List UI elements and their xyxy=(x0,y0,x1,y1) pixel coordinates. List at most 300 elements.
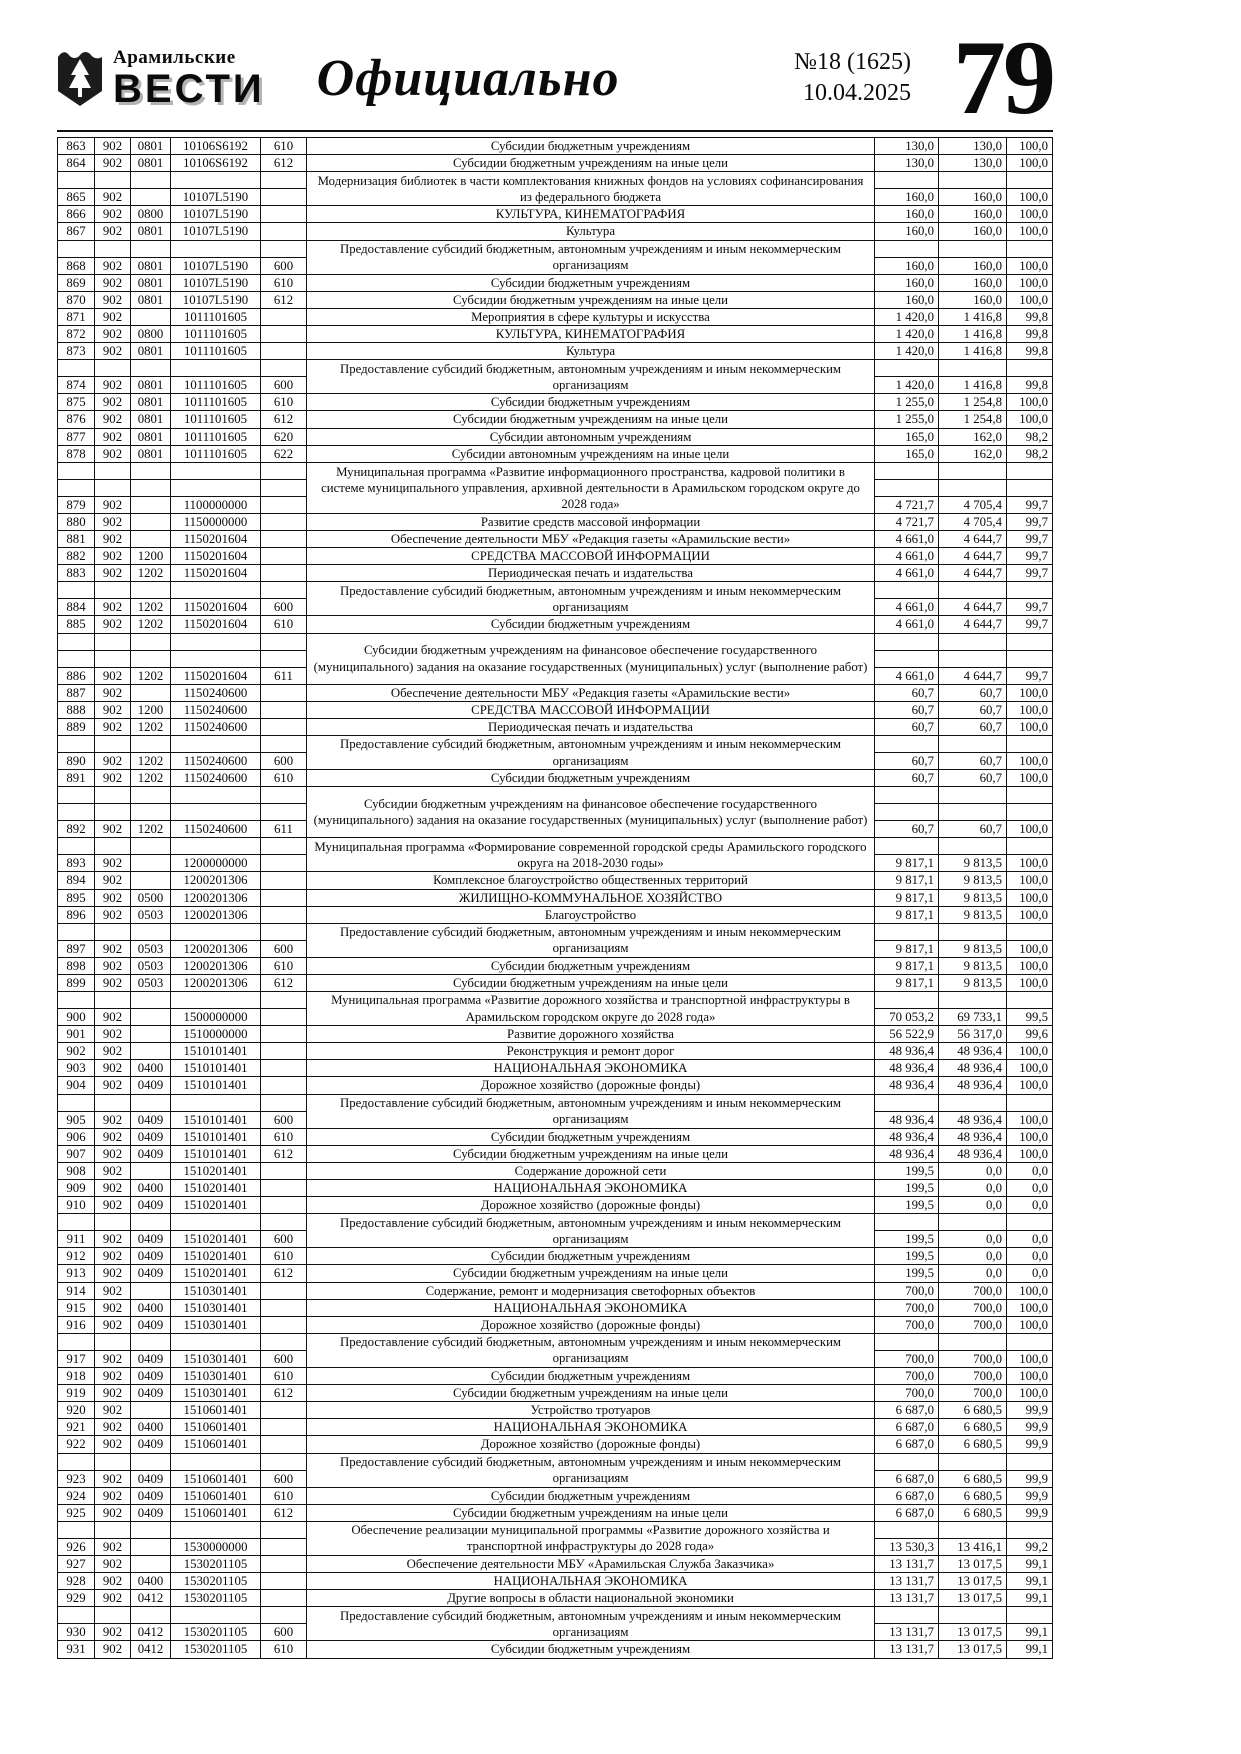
expense-name-cell: Периодическая печать и издательства xyxy=(307,565,875,582)
table-row xyxy=(58,565,1053,582)
row-number-cell: 897 xyxy=(58,940,95,957)
grbs-code-cell: 902 xyxy=(95,1641,131,1658)
table-row xyxy=(58,684,1053,701)
executed-amount-cell: 48 936,4 xyxy=(939,1111,1007,1128)
grbs-code-cell: 902 xyxy=(95,1504,131,1521)
planned-amount-cell: 60,7 xyxy=(875,718,939,735)
section-code-cell: 0800 xyxy=(131,206,171,223)
expense-name-cell: Обеспечение деятельности МБУ «Арамильская Служба Заказчика» xyxy=(307,1556,875,1573)
expense-name-cell: ЖИЛИЩНО-КОММУНАЛЬНОЕ ХОЗЯЙСТВО xyxy=(307,889,875,906)
row-number-cell: 881 xyxy=(58,530,95,547)
target-article-cell: 1510101401 xyxy=(171,1043,261,1060)
planned-amount-cell xyxy=(875,172,939,189)
table-row xyxy=(58,1128,1053,1145)
expense-name-cell: Развитие средств массовой информации xyxy=(307,513,875,530)
section-code-cell: 0409 xyxy=(131,1128,171,1145)
table-row xyxy=(58,1265,1053,1282)
target-article-cell: 1530201105 xyxy=(171,1624,261,1641)
row-number-cell xyxy=(58,1521,95,1538)
section-code-cell xyxy=(131,1043,171,1060)
expense-type-cell xyxy=(261,582,307,599)
row-number-cell: 890 xyxy=(58,752,95,769)
row-number-cell: 931 xyxy=(58,1641,95,1658)
issue-date: 10.04.2025 xyxy=(803,80,911,106)
table-row xyxy=(58,462,1053,479)
grbs-code-cell: 902 xyxy=(95,770,131,787)
target-article-cell: 1510101401 xyxy=(171,1128,261,1145)
planned-amount-cell: 9 817,1 xyxy=(875,974,939,991)
table-row xyxy=(58,872,1053,889)
section-code-cell xyxy=(131,855,171,872)
executed-amount-cell: 162,0 xyxy=(939,445,1007,462)
planned-amount-cell xyxy=(875,650,939,667)
target-article-cell: 1510601401 xyxy=(171,1436,261,1453)
executed-amount-cell: 1 416,8 xyxy=(939,343,1007,360)
executed-amount-cell: 160,0 xyxy=(939,189,1007,206)
table-row xyxy=(58,223,1053,240)
grbs-code-cell: 902 xyxy=(95,1145,131,1162)
execution-percent-cell: 100,0 xyxy=(1007,1060,1053,1077)
executed-amount-cell: 160,0 xyxy=(939,223,1007,240)
table-row xyxy=(58,582,1053,599)
section-code-cell xyxy=(131,735,171,752)
planned-amount-cell: 1 255,0 xyxy=(875,411,939,428)
expense-type-cell: 610 xyxy=(261,394,307,411)
table-row xyxy=(58,889,1053,906)
executed-amount-cell xyxy=(939,838,1007,855)
grbs-code-cell: 902 xyxy=(95,513,131,530)
table-row xyxy=(58,1641,1053,1658)
expense-type-cell: 600 xyxy=(261,752,307,769)
section-code-cell xyxy=(131,189,171,206)
execution-percent-cell: 99,9 xyxy=(1007,1436,1053,1453)
planned-amount-cell xyxy=(875,992,939,1009)
expense-name-cell: Субсидии бюджетным учреждениям на иные цели xyxy=(307,291,875,308)
target-article-cell: 1150201604 xyxy=(171,616,261,633)
planned-amount-cell: 1 255,0 xyxy=(875,394,939,411)
section-code-cell: 0412 xyxy=(131,1590,171,1607)
grbs-code-cell: 902 xyxy=(95,1316,131,1333)
grbs-code-cell: 902 xyxy=(95,1624,131,1641)
planned-amount-cell: 13 131,7 xyxy=(875,1641,939,1658)
planned-amount-cell xyxy=(875,1094,939,1111)
execution-percent-cell: 100,0 xyxy=(1007,1128,1053,1145)
executed-amount-cell: 0,0 xyxy=(939,1265,1007,1282)
grbs-code-cell: 902 xyxy=(95,1590,131,1607)
target-article-cell: 1200201306 xyxy=(171,906,261,923)
planned-amount-cell xyxy=(875,462,939,479)
row-number-cell: 894 xyxy=(58,872,95,889)
section-code-cell: 0400 xyxy=(131,1299,171,1316)
target-article-cell: 1510101401 xyxy=(171,1111,261,1128)
grbs-code-cell: 902 xyxy=(95,1350,131,1367)
table-row xyxy=(58,1504,1053,1521)
planned-amount-cell: 48 936,4 xyxy=(875,1128,939,1145)
expense-type-cell: 622 xyxy=(261,445,307,462)
table-row xyxy=(58,206,1053,223)
row-number-cell: 929 xyxy=(58,1590,95,1607)
target-article-cell xyxy=(171,804,261,821)
expense-name-cell: Модернизация библиотек в части комплектования книжных фондов на условиях софинансирования из федерального бюджета xyxy=(307,172,875,206)
section-code-cell: 1202 xyxy=(131,821,171,838)
target-article-cell: 1150240600 xyxy=(171,701,261,718)
target-article-cell: 1510201401 xyxy=(171,1180,261,1197)
expense-type-cell xyxy=(261,872,307,889)
execution-percent-cell xyxy=(1007,735,1053,752)
planned-amount-cell: 700,0 xyxy=(875,1299,939,1316)
planned-amount-cell: 48 936,4 xyxy=(875,1145,939,1162)
grbs-code-cell xyxy=(95,1333,131,1350)
target-article-cell xyxy=(171,1094,261,1111)
expense-name-cell: Субсидии бюджетным учреждениям на иные цели xyxy=(307,411,875,428)
target-article-cell: 10106S6192 xyxy=(171,155,261,172)
row-number-cell: 920 xyxy=(58,1402,95,1419)
execution-percent-cell: 100,0 xyxy=(1007,770,1053,787)
planned-amount-cell: 70 053,2 xyxy=(875,1009,939,1026)
expense-name-cell: Субсидии бюджетным учреждениям xyxy=(307,1368,875,1385)
expense-type-cell: 610 xyxy=(261,1641,307,1658)
grbs-code-cell: 902 xyxy=(95,530,131,547)
section-code-cell: 0801 xyxy=(131,155,171,172)
grbs-code-cell: 902 xyxy=(95,308,131,325)
row-number-cell: 878 xyxy=(58,445,95,462)
execution-percent-cell: 99,7 xyxy=(1007,496,1053,513)
expense-type-cell: 612 xyxy=(261,291,307,308)
target-article-cell: 1200201306 xyxy=(171,940,261,957)
table-row xyxy=(58,155,1053,172)
expense-type-cell xyxy=(261,855,307,872)
table-row xyxy=(58,1316,1053,1333)
expense-type-cell xyxy=(261,684,307,701)
expense-type-cell xyxy=(261,633,307,650)
expense-type-cell xyxy=(261,172,307,189)
section-code-cell: 0400 xyxy=(131,1060,171,1077)
planned-amount-cell: 4 661,0 xyxy=(875,599,939,616)
grbs-code-cell: 902 xyxy=(95,1402,131,1419)
grbs-code-cell: 902 xyxy=(95,1299,131,1316)
target-article-cell: 1510601401 xyxy=(171,1402,261,1419)
grbs-code-cell: 902 xyxy=(95,155,131,172)
grbs-code-cell xyxy=(95,633,131,650)
executed-amount-cell: 6 680,5 xyxy=(939,1419,1007,1436)
executed-amount-cell: 1 416,8 xyxy=(939,325,1007,342)
grbs-code-cell xyxy=(95,838,131,855)
execution-percent-cell: 100,0 xyxy=(1007,701,1053,718)
grbs-code-cell xyxy=(95,992,131,1009)
section-code-cell xyxy=(131,804,171,821)
executed-amount-cell xyxy=(939,1094,1007,1111)
executed-amount-cell: 1 254,8 xyxy=(939,394,1007,411)
expense-type-cell xyxy=(261,787,307,804)
planned-amount-cell: 199,5 xyxy=(875,1265,939,1282)
target-article-cell: 1150240600 xyxy=(171,752,261,769)
expense-type-cell: 610 xyxy=(261,957,307,974)
expense-type-cell xyxy=(261,565,307,582)
execution-percent-cell: 99,8 xyxy=(1007,308,1053,325)
section-code-cell: 0400 xyxy=(131,1180,171,1197)
target-article-cell: 1510000000 xyxy=(171,1026,261,1043)
table-row xyxy=(58,394,1053,411)
expense-name-cell: Субсидии бюджетным учреждениям xyxy=(307,274,875,291)
grbs-code-cell xyxy=(95,1214,131,1231)
execution-percent-cell xyxy=(1007,1453,1053,1470)
expense-name-cell: Предоставление субсидий бюджетным, автономным учреждениям и иным некоммерческим организациям xyxy=(307,1333,875,1367)
executed-amount-cell: 0,0 xyxy=(939,1197,1007,1214)
planned-amount-cell: 48 936,4 xyxy=(875,1077,939,1094)
planned-amount-cell: 9 817,1 xyxy=(875,940,939,957)
target-article-cell: 10107L5190 xyxy=(171,274,261,291)
expense-type-cell xyxy=(261,1538,307,1555)
execution-percent-cell: 99,1 xyxy=(1007,1590,1053,1607)
planned-amount-cell: 160,0 xyxy=(875,274,939,291)
row-number-cell: 905 xyxy=(58,1111,95,1128)
grbs-code-cell xyxy=(95,479,131,496)
section-code-cell: 0801 xyxy=(131,291,171,308)
expense-type-cell xyxy=(261,701,307,718)
planned-amount-cell: 4 721,7 xyxy=(875,496,939,513)
row-number-cell: 880 xyxy=(58,513,95,530)
table-row xyxy=(58,1214,1053,1231)
section-code-cell: 1202 xyxy=(131,616,171,633)
table-row xyxy=(58,1385,1053,1402)
execution-percent-cell: 100,0 xyxy=(1007,257,1053,274)
target-article-cell xyxy=(171,633,261,650)
execution-percent-cell: 99,7 xyxy=(1007,667,1053,684)
expense-type-cell: 610 xyxy=(261,274,307,291)
table-row xyxy=(58,1607,1053,1624)
target-article-cell: 1510101401 xyxy=(171,1077,261,1094)
execution-percent-cell: 100,0 xyxy=(1007,274,1053,291)
section-code-cell: 0801 xyxy=(131,428,171,445)
row-number-cell xyxy=(58,240,95,257)
newspaper-page xyxy=(57,18,1053,1659)
expense-name-cell: Субсидии автономным учреждениям на иные цели xyxy=(307,445,875,462)
expense-name-cell: Предоставление субсидий бюджетным, автономным учреждениям и иным некоммерческим организациям xyxy=(307,1607,875,1641)
table-row xyxy=(58,1487,1053,1504)
expense-type-cell xyxy=(261,1607,307,1624)
expense-type-cell xyxy=(261,1453,307,1470)
expense-name-cell: СРЕДСТВА МАССОВОЙ ИНФОРМАЦИИ xyxy=(307,701,875,718)
expense-name-cell: НАЦИОНАЛЬНАЯ ЭКОНОМИКА xyxy=(307,1060,875,1077)
target-article-cell: 1510101401 xyxy=(171,1060,261,1077)
executed-amount-cell: 0,0 xyxy=(939,1248,1007,1265)
expense-name-cell: Субсидии бюджетным учреждениям на финансовое обеспечение государственного (муниципального) задания на оказание государственных (муниципальных) услуг (выполнение работ) xyxy=(307,787,875,838)
planned-amount-cell xyxy=(875,1607,939,1624)
expense-type-cell xyxy=(261,1214,307,1231)
executed-amount-cell: 13 017,5 xyxy=(939,1590,1007,1607)
expense-type-cell xyxy=(261,240,307,257)
row-number-cell: 865 xyxy=(58,189,95,206)
table-row xyxy=(58,360,1053,377)
execution-percent-cell: 99,1 xyxy=(1007,1641,1053,1658)
table-row xyxy=(58,411,1053,428)
executed-amount-cell: 160,0 xyxy=(939,274,1007,291)
table-row xyxy=(58,718,1053,735)
target-article-cell: 1510301401 xyxy=(171,1368,261,1385)
expense-name-cell: КУЛЬТУРА, КИНЕМАТОГРАФИЯ xyxy=(307,206,875,223)
target-article-cell: 1500000000 xyxy=(171,1009,261,1026)
section-code-cell: 0409 xyxy=(131,1145,171,1162)
expense-type-cell: 600 xyxy=(261,1350,307,1367)
row-number-cell: 914 xyxy=(58,1282,95,1299)
section-code-cell xyxy=(131,1538,171,1555)
expense-name-cell: Реконструкция и ремонт дорог xyxy=(307,1043,875,1060)
execution-percent-cell xyxy=(1007,804,1053,821)
expense-type-cell: 612 xyxy=(261,974,307,991)
planned-amount-cell: 48 936,4 xyxy=(875,1111,939,1128)
row-number-cell: 921 xyxy=(58,1419,95,1436)
table-row xyxy=(58,923,1053,940)
execution-percent-cell: 98,2 xyxy=(1007,445,1053,462)
grbs-code-cell: 902 xyxy=(95,411,131,428)
expense-type-cell xyxy=(261,889,307,906)
row-number-cell: 896 xyxy=(58,906,95,923)
section-code-cell xyxy=(131,479,171,496)
section-code-cell: 0503 xyxy=(131,940,171,957)
table-row xyxy=(58,1299,1053,1316)
expense-type-cell: 610 xyxy=(261,1368,307,1385)
expense-type-cell: 612 xyxy=(261,1145,307,1162)
section-code-cell xyxy=(131,530,171,547)
target-article-cell: 1510301401 xyxy=(171,1282,261,1299)
section-code-cell: 0409 xyxy=(131,1504,171,1521)
expense-type-cell: 600 xyxy=(261,1470,307,1487)
planned-amount-cell: 4 661,0 xyxy=(875,667,939,684)
table-row xyxy=(58,428,1053,445)
table-row xyxy=(58,138,1053,155)
grbs-code-cell xyxy=(95,172,131,189)
execution-percent-cell: 99,1 xyxy=(1007,1556,1053,1573)
planned-amount-cell: 9 817,1 xyxy=(875,906,939,923)
section-code-cell xyxy=(131,684,171,701)
table-row xyxy=(58,1145,1053,1162)
table-row xyxy=(58,992,1053,1009)
execution-percent-cell: 100,0 xyxy=(1007,291,1053,308)
expense-type-cell: 600 xyxy=(261,1624,307,1641)
target-article-cell: 1510301401 xyxy=(171,1385,261,1402)
expense-type-cell: 600 xyxy=(261,1231,307,1248)
executed-amount-cell xyxy=(939,1214,1007,1231)
expense-type-cell xyxy=(261,496,307,513)
planned-amount-cell xyxy=(875,804,939,821)
planned-amount-cell xyxy=(875,735,939,752)
execution-percent-cell: 99,5 xyxy=(1007,1009,1053,1026)
section-code-cell xyxy=(131,1026,171,1043)
grbs-code-cell: 902 xyxy=(95,1197,131,1214)
grbs-code-cell: 902 xyxy=(95,291,131,308)
expense-name-cell: Дорожное хозяйство (дорожные фонды) xyxy=(307,1077,875,1094)
expense-name-cell: Благоустройство xyxy=(307,906,875,923)
table-row xyxy=(58,735,1053,752)
row-number-cell: 923 xyxy=(58,1470,95,1487)
executed-amount-cell: 48 936,4 xyxy=(939,1145,1007,1162)
executed-amount-cell: 1 254,8 xyxy=(939,411,1007,428)
target-article-cell: 1510201401 xyxy=(171,1248,261,1265)
table-row xyxy=(58,1060,1053,1077)
expense-name-cell: Содержание, ремонт и модернизация светофорных объектов xyxy=(307,1282,875,1299)
executed-amount-cell xyxy=(939,360,1007,377)
row-number-cell xyxy=(58,1453,95,1470)
execution-percent-cell: 0,0 xyxy=(1007,1248,1053,1265)
executed-amount-cell: 60,7 xyxy=(939,821,1007,838)
expense-type-cell: 610 xyxy=(261,770,307,787)
section-code-cell xyxy=(131,872,171,889)
section-code-cell xyxy=(131,633,171,650)
expense-name-cell: Предоставление субсидий бюджетным, автономным учреждениям и иным некоммерческим организациям xyxy=(307,735,875,769)
grbs-code-cell: 902 xyxy=(95,616,131,633)
execution-percent-cell: 100,0 xyxy=(1007,906,1053,923)
target-article-cell xyxy=(171,1521,261,1538)
section-code-cell: 1202 xyxy=(131,718,171,735)
execution-percent-cell: 100,0 xyxy=(1007,1299,1053,1316)
row-number-cell: 910 xyxy=(58,1197,95,1214)
expense-type-cell xyxy=(261,1316,307,1333)
table-row xyxy=(58,240,1053,257)
expense-name-cell: Муниципальная программа «Формирование современной городской среды Арамильского городского округа на 2018-2030 годы» xyxy=(307,838,875,872)
section-code-cell xyxy=(131,992,171,1009)
row-number-cell: 922 xyxy=(58,1436,95,1453)
execution-percent-cell: 99,7 xyxy=(1007,616,1053,633)
row-number-cell: 874 xyxy=(58,377,95,394)
executed-amount-cell xyxy=(939,992,1007,1009)
target-article-cell: 1510101401 xyxy=(171,1145,261,1162)
planned-amount-cell: 4 721,7 xyxy=(875,513,939,530)
row-number-cell: 883 xyxy=(58,565,95,582)
row-number-cell: 919 xyxy=(58,1385,95,1402)
planned-amount-cell: 56 522,9 xyxy=(875,1026,939,1043)
target-article-cell: 1510201401 xyxy=(171,1231,261,1248)
executed-amount-cell: 162,0 xyxy=(939,428,1007,445)
execution-percent-cell: 100,0 xyxy=(1007,206,1053,223)
grbs-code-cell xyxy=(95,1607,131,1624)
target-article-cell: 1200201306 xyxy=(171,872,261,889)
executed-amount-cell: 4 644,7 xyxy=(939,530,1007,547)
executed-amount-cell: 56 317,0 xyxy=(939,1026,1007,1043)
execution-percent-cell xyxy=(1007,360,1053,377)
planned-amount-cell xyxy=(875,787,939,804)
table-row xyxy=(58,1556,1053,1573)
expense-type-cell xyxy=(261,804,307,821)
target-article-cell: 1150201604 xyxy=(171,530,261,547)
target-article-cell xyxy=(171,650,261,667)
row-number-cell xyxy=(58,633,95,650)
expense-name-cell: Муниципальная программа «Развитие информационного пространства, кадровой политики в системе муниципального управления, архивной деятельности в Арамильском городском округе до 2028 года» xyxy=(307,462,875,513)
expense-name-cell: Комплексное благоустройство общественных территорий xyxy=(307,872,875,889)
expense-type-cell: 612 xyxy=(261,155,307,172)
target-article-cell: 1150000000 xyxy=(171,513,261,530)
execution-percent-cell: 0,0 xyxy=(1007,1180,1053,1197)
grbs-code-cell: 902 xyxy=(95,257,131,274)
executed-amount-cell: 700,0 xyxy=(939,1350,1007,1367)
execution-percent-cell: 100,0 xyxy=(1007,1350,1053,1367)
section-code-cell xyxy=(131,360,171,377)
executed-amount-cell: 9 813,5 xyxy=(939,872,1007,889)
execution-percent-cell: 99,9 xyxy=(1007,1487,1053,1504)
table-row xyxy=(58,172,1053,189)
target-article-cell xyxy=(171,1607,261,1624)
expense-type-cell: 612 xyxy=(261,1504,307,1521)
execution-percent-cell: 100,0 xyxy=(1007,1111,1053,1128)
execution-percent-cell: 98,2 xyxy=(1007,428,1053,445)
table-row xyxy=(58,1197,1053,1214)
section-code-cell: 0400 xyxy=(131,1419,171,1436)
target-article-cell: 10107L5190 xyxy=(171,206,261,223)
expense-type-cell: 611 xyxy=(261,667,307,684)
executed-amount-cell xyxy=(939,172,1007,189)
row-number-cell: 899 xyxy=(58,974,95,991)
grbs-code-cell: 902 xyxy=(95,548,131,565)
execution-percent-cell: 99,1 xyxy=(1007,1573,1053,1590)
